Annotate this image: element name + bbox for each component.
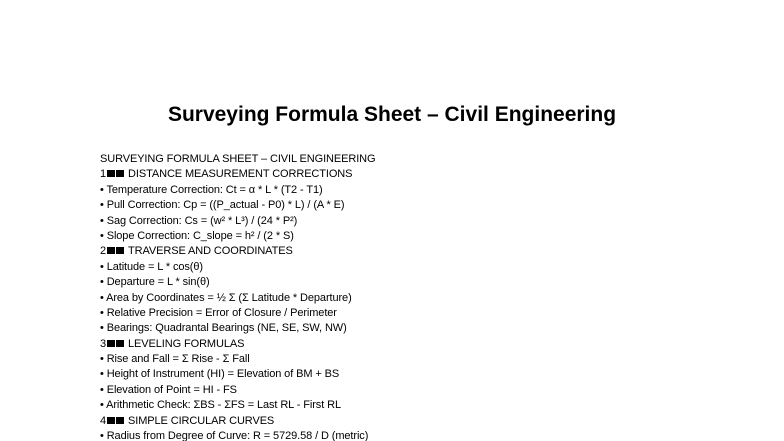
header-line: SURVEYING FORMULA SHEET – CIVIL ENGINEERING bbox=[100, 153, 376, 165]
list-item: • Bearings: Quadrantal Bearings (NE, SE, SW, NW) bbox=[100, 322, 347, 335]
list-item: • Pull Correction: Cp = ((P_actual - P0) * L) / (A * E) bbox=[100, 199, 345, 212]
list-item: • Rise and Fall = Σ Rise - Σ Fall bbox=[100, 353, 250, 366]
document-body bbox=[100, 152, 760, 441]
missing-glyph-icon bbox=[107, 247, 115, 254]
missing-glyph-icon bbox=[116, 170, 124, 177]
section-number: 1 bbox=[100, 168, 107, 181]
missing-glyph-icon bbox=[116, 247, 124, 254]
list-item: • Departure = L * sin(θ) bbox=[100, 276, 210, 289]
document-title: Surveying Formula Sheet – Civil Engineering bbox=[167, 103, 617, 126]
list-item: • Temperature Correction: Ct = α * L * (T2 - T1) bbox=[100, 183, 323, 196]
list-item: • Radius from Degree of Curve: R = 5729.58 / D (metric) bbox=[100, 430, 369, 441]
list-item: • Height of Instrument (HI) = Elevation of BM + BS bbox=[100, 368, 340, 381]
section-heading-4 bbox=[100, 414, 760, 429]
section-number: 2 bbox=[100, 245, 107, 258]
section-heading-text: SIMPLE CIRCULAR CURVES bbox=[128, 414, 275, 427]
section-heading-text: LEVELING FORMULAS bbox=[128, 337, 245, 350]
section-heading-3 bbox=[100, 337, 760, 352]
missing-glyph-icon bbox=[116, 340, 124, 347]
list-item: • Slope Correction: C_slope = h² / (2 * S) bbox=[100, 229, 294, 242]
list-item: • Latitude = L * cos(θ) bbox=[100, 260, 203, 273]
section-number: 3 bbox=[100, 337, 107, 350]
list-item: • Sag Correction: Cs = (w² * L³) / (24 * P²) bbox=[100, 214, 298, 227]
section-heading-text: TRAVERSE AND COORDINATES bbox=[128, 245, 293, 258]
section-heading-text: DISTANCE MEASUREMENT CORRECTIONS bbox=[128, 168, 353, 181]
section-heading-2 bbox=[100, 244, 760, 259]
list-item: • Elevation of Point = HI - FS bbox=[100, 383, 237, 396]
list-item: • Area by Coordinates = ½ Σ (Σ Latitude * Departure) bbox=[100, 291, 352, 304]
list-item: • Arithmetic Check: ΣBS - ΣFS = Last RL - First RL bbox=[100, 399, 341, 412]
missing-glyph-icon bbox=[107, 340, 115, 347]
missing-glyph-icon bbox=[116, 417, 124, 424]
missing-glyph-icon bbox=[107, 417, 115, 424]
list-item: • Relative Precision = Error of Closure / Perimeter bbox=[100, 306, 337, 319]
section-number: 4 bbox=[100, 414, 107, 427]
section-heading-1 bbox=[100, 167, 760, 182]
missing-glyph-icon bbox=[107, 170, 115, 177]
